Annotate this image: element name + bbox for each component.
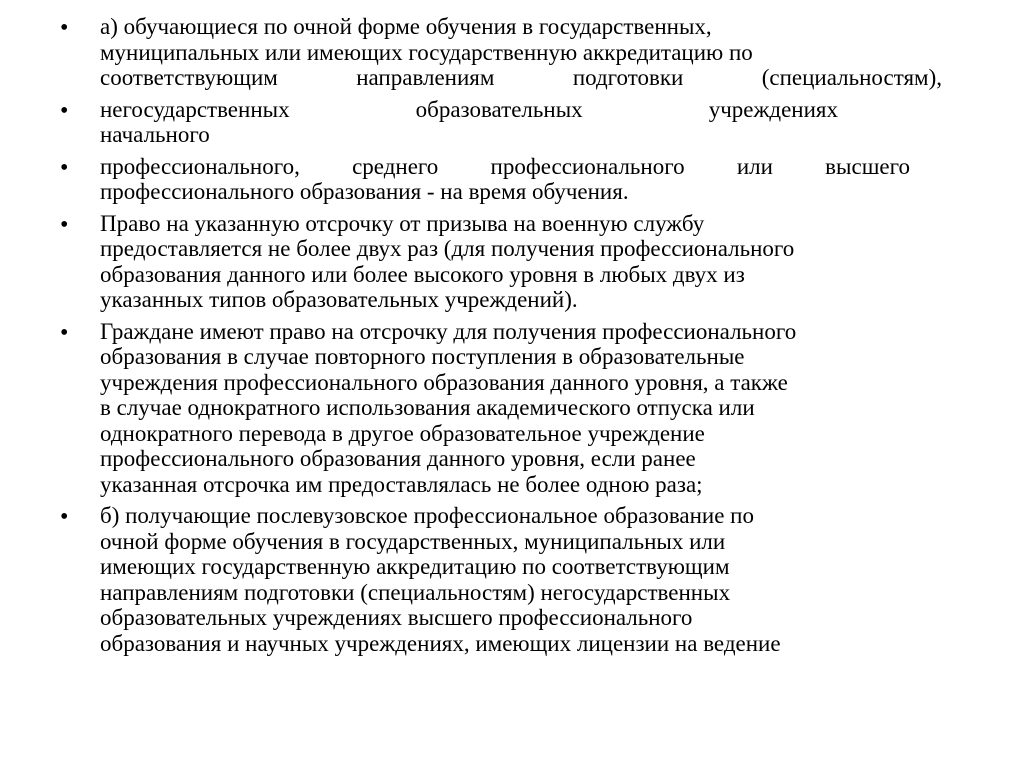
text-line: образования и научных учреждениях, имеющих лицензии на ведение bbox=[100, 630, 781, 656]
text-line: в случае однократного использования академического отпуска или bbox=[100, 395, 755, 420]
bullet-icon: • bbox=[60, 97, 69, 124]
bullet-item-5 bbox=[60, 319, 980, 498]
bullet-item-4 bbox=[60, 211, 980, 313]
bullet-item-6 bbox=[60, 503, 980, 656]
text-line: профессионального образования данного уровня, если ранее bbox=[100, 446, 696, 471]
bullet-icon: • bbox=[60, 15, 69, 41]
text-line: а) обучающиеся по очной форме обучения в государственных, bbox=[100, 14, 712, 39]
text-line: учреждения профессионального образования данного уровня, а также bbox=[100, 369, 788, 395]
bullet-item-2 bbox=[60, 97, 980, 148]
bullet-item-1 bbox=[60, 14, 980, 91]
bullet-icon: • bbox=[60, 154, 69, 181]
text-line: б) получающие послевузовское профессиональное образование по bbox=[100, 503, 754, 528]
text-line: образования в случае повторного поступления в образовательные bbox=[100, 344, 745, 369]
text-line: начального bbox=[100, 122, 210, 147]
text-line: направлениям подготовки (специальностям) негосударственных bbox=[100, 579, 731, 605]
text-line: Право на указанную отсрочку от призыва на военную службу bbox=[100, 210, 705, 236]
text-line: Граждане имеют право на отсрочку для получения профессионального bbox=[100, 318, 797, 344]
text-line: имеющих государственную аккредитацию по соответствующим bbox=[100, 554, 730, 579]
text-line: профессионального образования - на время обучения. bbox=[100, 179, 629, 204]
bullet-item-3 bbox=[60, 154, 980, 205]
text-line: указанных типов образовательных учреждений). bbox=[100, 287, 578, 312]
bullet-icon: • bbox=[60, 319, 69, 346]
text-line: образования данного или более высокого уровня в любых двух из bbox=[100, 261, 745, 287]
text-line: предоставляется не более двух раз (для получения профессионального bbox=[100, 236, 795, 261]
bullet-icon: • bbox=[60, 504, 69, 530]
text-line: негосударственных образовательных учреждениях bbox=[100, 96, 838, 122]
bullet-icon: • bbox=[60, 211, 69, 238]
text-line: соответствующим направлениям подготовки (специальностям), bbox=[100, 65, 942, 90]
text-line: однократного перевода в другое образовательное учреждение bbox=[100, 420, 705, 446]
text-line: очной форме обучения в государственных, муниципальных или bbox=[100, 528, 726, 554]
text-line: муниципальных или имеющих государственную аккредитацию по bbox=[100, 39, 753, 65]
slide-content bbox=[60, 14, 980, 662]
text-line: образовательных учреждениях высшего профессионального bbox=[100, 605, 693, 630]
text-line: указанная отсрочка им предоставлялась не более одною раза; bbox=[100, 471, 703, 497]
text-line: профессионального, среднего профессионального или высшего bbox=[100, 153, 910, 179]
